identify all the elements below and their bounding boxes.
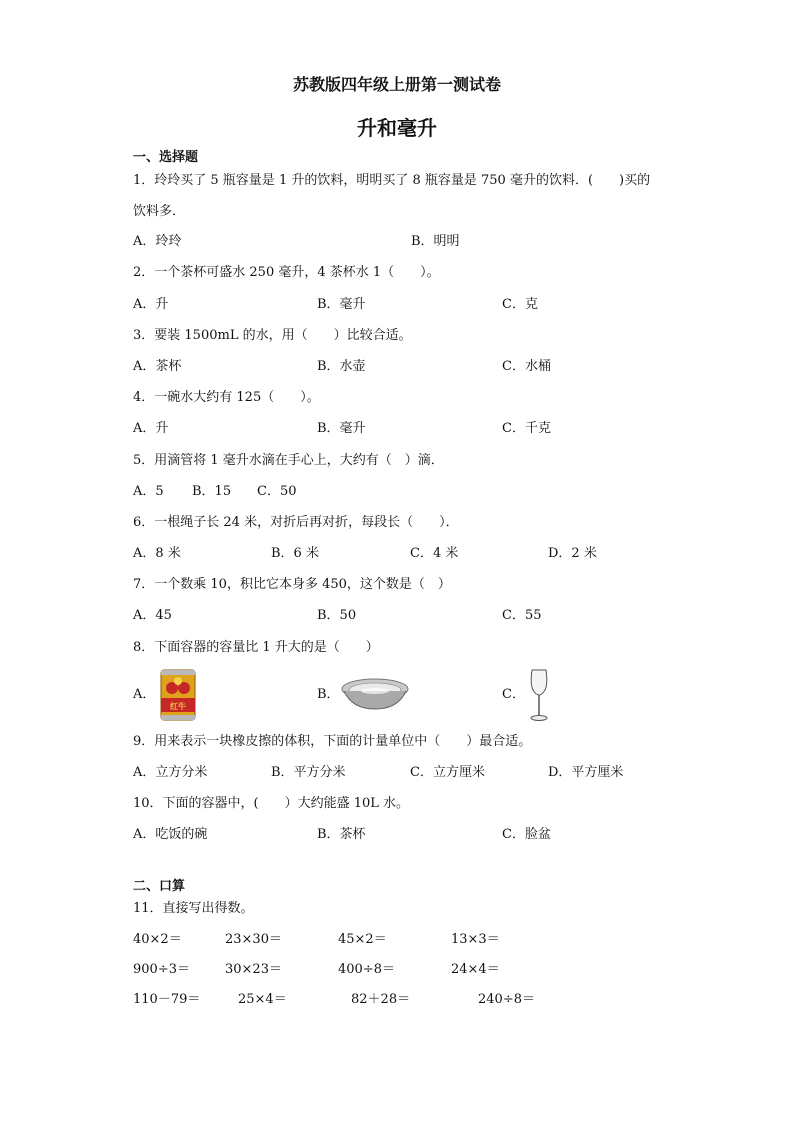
math-item: 40×2＝ [133,932,182,947]
q6-option-b: B．6 米 [271,546,319,561]
q7-option-b: B．50 [317,608,357,623]
q2-option-c: C．克 [502,297,538,312]
math-item: 30×23＝ [225,962,282,977]
section-heading-mental-math: 二、口算 [133,879,186,894]
q8-option-c: C． [502,687,525,702]
math-item: 900÷3＝ [133,962,190,977]
question-1: 1．玲玲买了 5 瓶容量是 1 升的饮料，明明买了 8 瓶容量是 750 毫升的饮料．( )买的 [133,173,651,188]
can-label-text: 红牛 [170,702,186,711]
energy-drink-can-image [158,668,198,722]
q5-option-b: B．15 [192,484,232,499]
math-item: 45×2＝ [338,932,387,947]
q10-option-b: B．茶杯 [317,827,366,842]
question-1-continued: 饮料多． [133,204,186,219]
question-3: 3．要装 1500mL 的水，用（ ）比较合适。 [133,328,412,343]
q10-option-c: C．脸盆 [502,827,551,842]
question-11: 11．直接写出得数。 [133,901,254,916]
question-9: 9．用来表示一块橡皮擦的体积，下面的计量单位中（ ）最合适。 [133,734,532,749]
question-8: 8．下面容器的容量比 1 升大的是（ ） [133,640,379,655]
question-4: 4．一碗水大约有 125（ ）。 [133,390,320,405]
q6-option-d: D．2 米 [548,546,597,561]
q4-option-c: C．千克 [502,421,551,436]
q8-option-a: A． [133,687,156,702]
q9-option-d: D．平方厘米 [548,765,624,780]
math-item: 110－79＝ [133,992,201,1007]
math-item: 25×4＝ [238,992,287,1007]
steel-basin-image [340,676,410,712]
q8-option-b: B． [317,687,340,702]
q1-option-b: B．明明 [411,234,460,249]
math-item: 240÷8＝ [478,992,535,1007]
q4-option-a: A．升 [133,421,169,436]
question-5: 5．用滴管将 1 毫升水滴在手心上，大约有（ ）滴． [133,453,444,468]
section-heading-choice: 一、选择题 [133,150,199,165]
question-2: 2．一个茶杯可盛水 250 毫升，4 茶杯水 1（ ）。 [133,265,440,280]
q3-option-c: C．水桶 [502,359,551,374]
q1-option-a: A．玲玲 [133,234,182,249]
q3-option-b: B．水壶 [317,359,366,374]
q3-option-a: A．茶杯 [133,359,182,374]
question-7: 7．一个数乘 10，积比它本身多 450，这个数是（ ） [133,577,451,592]
q9-option-b: B．平方分米 [271,765,346,780]
q2-option-b: B．毫升 [317,297,366,312]
document-subtitle: 升和毫升 [357,116,437,140]
math-item: 13×3＝ [451,932,500,947]
document-title: 苏教版四年级上册第一测试卷 [292,75,501,94]
math-item: 24×4＝ [451,962,500,977]
q5-option-c: C．50 [257,484,297,499]
q10-option-a: A．吃饭的碗 [133,827,208,842]
q9-option-a: A．立方分米 [133,765,208,780]
q4-option-b: B．毫升 [317,421,366,436]
q9-option-c: C．立方厘米 [410,765,485,780]
math-item: 82＋28＝ [351,992,411,1007]
q6-option-a: A．8 米 [133,546,181,561]
q7-option-c: C．55 [502,608,542,623]
math-item: 400÷8＝ [338,962,395,977]
q6-option-c: C．4 米 [410,546,459,561]
question-10: 10．下面的容器中，( ）大约能盛 10L 水。 [133,796,410,811]
math-item: 23×30＝ [225,932,282,947]
wine-glass-image [526,668,552,722]
question-6: 6．一根绳子长 24 米，对折后再对折，每段长（ ）． [133,515,459,530]
q7-option-a: A．45 [133,608,172,623]
q5-option-a: A．5 [133,484,164,499]
q2-option-a: A．升 [133,297,169,312]
